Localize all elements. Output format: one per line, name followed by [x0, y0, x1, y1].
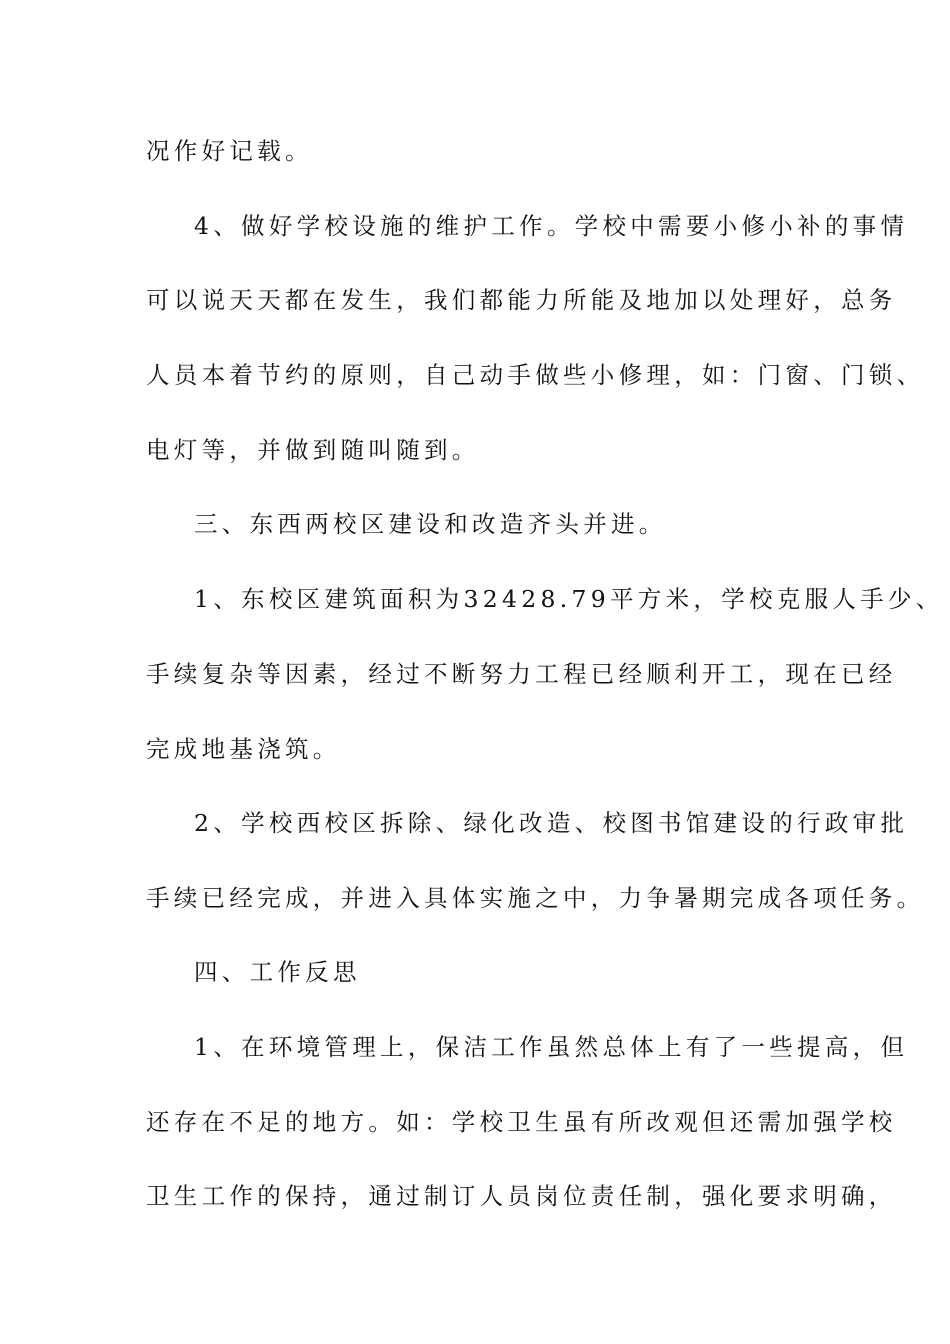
text-line: 可以说天天都在发生，我们都能力所能及地加以处理好，总务	[146, 286, 897, 314]
text-line: 完成地基浇筑。	[146, 735, 341, 763]
text-line: 1、东校区建筑面积为32428.79平方米，学校克服人手少、	[194, 585, 944, 613]
text-line: 4、做好学校设施的维护工作。学校中需要小修小补的事情	[194, 212, 909, 240]
text-line: 还存在不足的地方。如：学校卫生虽有所改观但还需加强学校	[146, 1108, 897, 1136]
text-line: 卫生工作的保持，通过制订人员岗位责任制，强化要求明确，	[146, 1182, 897, 1210]
section-heading: 四、工作反思	[194, 958, 361, 986]
text-line: 手续复杂等因素，经过不断努力工程已经顺利开工，现在已经	[146, 660, 897, 688]
text-line: 手续已经完成，并进入具体实施之中，力争暑期完成各项任务。	[146, 884, 925, 912]
text-line: 2、学校西校区拆除、绿化改造、校图书馆建设的行政审批	[194, 809, 909, 837]
text-line: 电灯等，并做到随叫随到。	[146, 436, 480, 464]
text-line: 人员本着节约的原则，自己动手做些小修理，如：门窗、门锁、	[146, 361, 925, 389]
text-line: 况作好记载。	[146, 137, 313, 165]
text-line: 1、在环境管理上，保洁工作虽然总体上有了一些提高，但	[194, 1033, 909, 1061]
section-heading: 三、东西两校区建设和改造齐头并进。	[194, 510, 667, 538]
